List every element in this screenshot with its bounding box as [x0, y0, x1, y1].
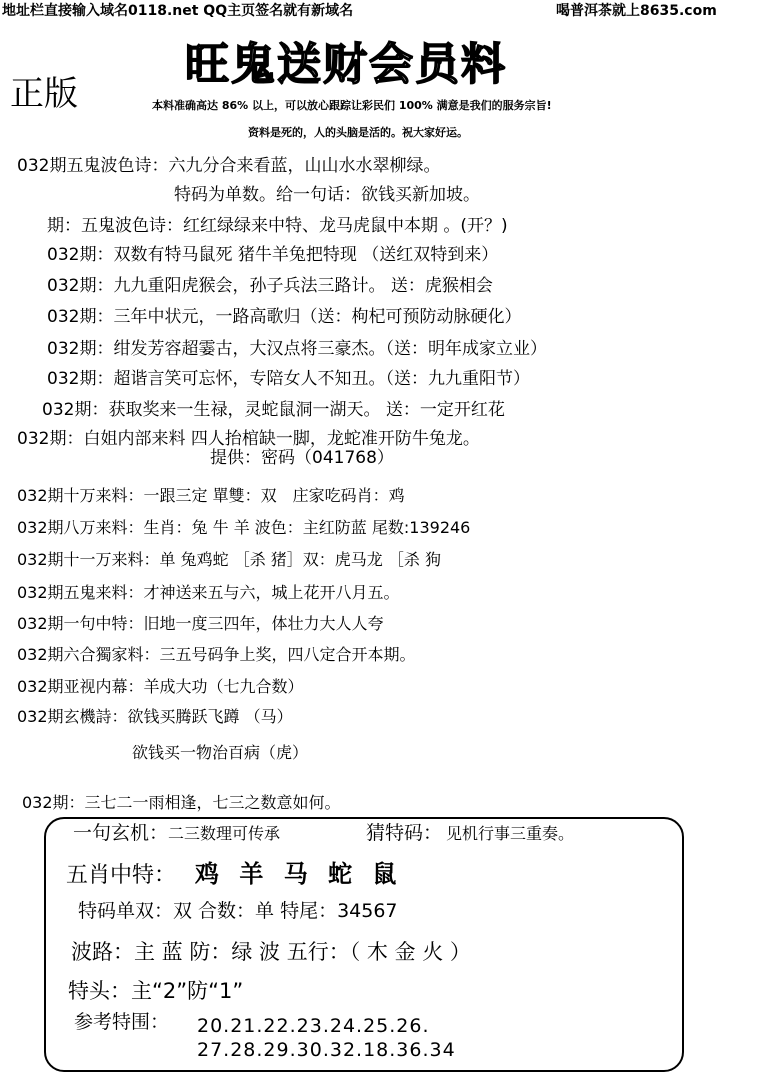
page-title: 旺鬼送财会员料 — [185, 39, 507, 90]
prediction-line: 032期：绀发芳容超霎古，大汉点将三豪杰。（送：明年成家立业） — [47, 339, 547, 359]
intro-line-2: 资料是死的，人的头脑是活的。祝大家好运。 — [248, 126, 468, 139]
prediction-line: 032期：九九重阳虎猴会，孙子兵法三路计。 送：虎猴相会 — [47, 276, 493, 296]
cankao-numbers-2: 27.28.29.30.32.18.36.34 — [197, 1039, 456, 1061]
bolu-line: 波路：主 蓝 防：绿 波 五行：（ 木 金 火 ） — [71, 940, 471, 964]
provider-line: 提供：密码（041768） — [210, 448, 394, 468]
wuxiao-value: 鸡 羊 马 蛇 鼠 — [195, 860, 403, 888]
source-line: 032期十一万来料：单 兔鸡蛇 ［杀 猪］双：虎马龙 ［杀 狗 — [17, 550, 441, 569]
version-label: 正版 — [10, 74, 78, 114]
source-line: 032期六合獨家料：三五号码争上奖，四八定合开本期。 — [17, 645, 416, 664]
guess-label: 猜特码： — [366, 822, 443, 844]
guess-text: 见机行事三重奏。 — [446, 824, 575, 843]
source-line: 032期一句中特：旧地一度三四年，体壮力大人人夸 — [17, 614, 384, 633]
prediction-line: 032期五鬼波色诗：六九分合来看蓝，山山水水翠柳绿。 — [17, 156, 441, 176]
header-notice-left: 地址栏直接输入域名0118.net QQ主页签名就有新域名 — [2, 3, 354, 19]
danshuang-line: 特码单双：双 合数：单 特尾：34567 — [78, 900, 398, 922]
prediction-line: 032期：三年中状元，一路高歌归（送：枸杞可预防动脉硬化） — [47, 307, 522, 327]
source-line: 032期玄機詩：欲钱买腾跃飞蹲 （马） — [17, 707, 293, 726]
xuanji-label: 一句玄机： — [73, 822, 169, 844]
prediction-line: 期：五鬼波色诗：红红绿绿来中特、龙马虎鼠中本期 。(开？) — [47, 216, 508, 236]
prediction-line: 032期：超谐言笑可忘怀，专陪女人不知丑。（送：九九重阳节） — [47, 369, 530, 389]
source-line: 欲钱买一物治百病（虎） — [132, 743, 309, 762]
intro-line-1: 本料准确高达 86% 以上，可以放心跟踪让彩民们 100% 满意是我们的服务宗旨! — [152, 99, 552, 112]
source-line: 032期亚视内幕：羊成大功（七九合数） — [17, 677, 304, 696]
header-notice-right: 喝普洱茶就上8635.com — [556, 3, 717, 19]
cankao-numbers-1: 20.21.22.23.24.25.26. — [197, 1015, 430, 1037]
source-line: 032期十万来料：一跟三定 單雙：双 庄家吃码肖：鸡 — [17, 486, 405, 505]
source-line: 032期五鬼来料：才神送来五与六，城上花开八月五。 — [17, 583, 400, 602]
prediction-line: 032期：获取奖来一生禄，灵蛇鼠洞一湖天。 送：一定开红花 — [42, 400, 505, 420]
riddle-line: 032期：三七二一雨相逢，七三之数意如何。 — [22, 793, 341, 812]
prediction-line: 032期：白姐内部来料 四人抬棺缺一脚，龙蛇准开防牛兔龙。 — [17, 429, 480, 449]
tetou-line: 特头：主“2”防“1” — [68, 979, 244, 1003]
prediction-line: 032期：双数有特马鼠死 猪牛羊兔把特现 （送红双特到来） — [47, 245, 499, 265]
wuxiao-label: 五肖中特： — [66, 863, 177, 888]
xuanji-text: 二三数理可传承 — [168, 824, 281, 843]
source-line: 032期八万来料：生肖：兔 牛 羊 波色：主红防蓝 尾数:139246 — [17, 518, 471, 537]
cankao-label: 参考特围： — [74, 1011, 170, 1033]
prediction-line: 特码为单数。给一句话：欲钱买新加坡。 — [174, 185, 480, 205]
